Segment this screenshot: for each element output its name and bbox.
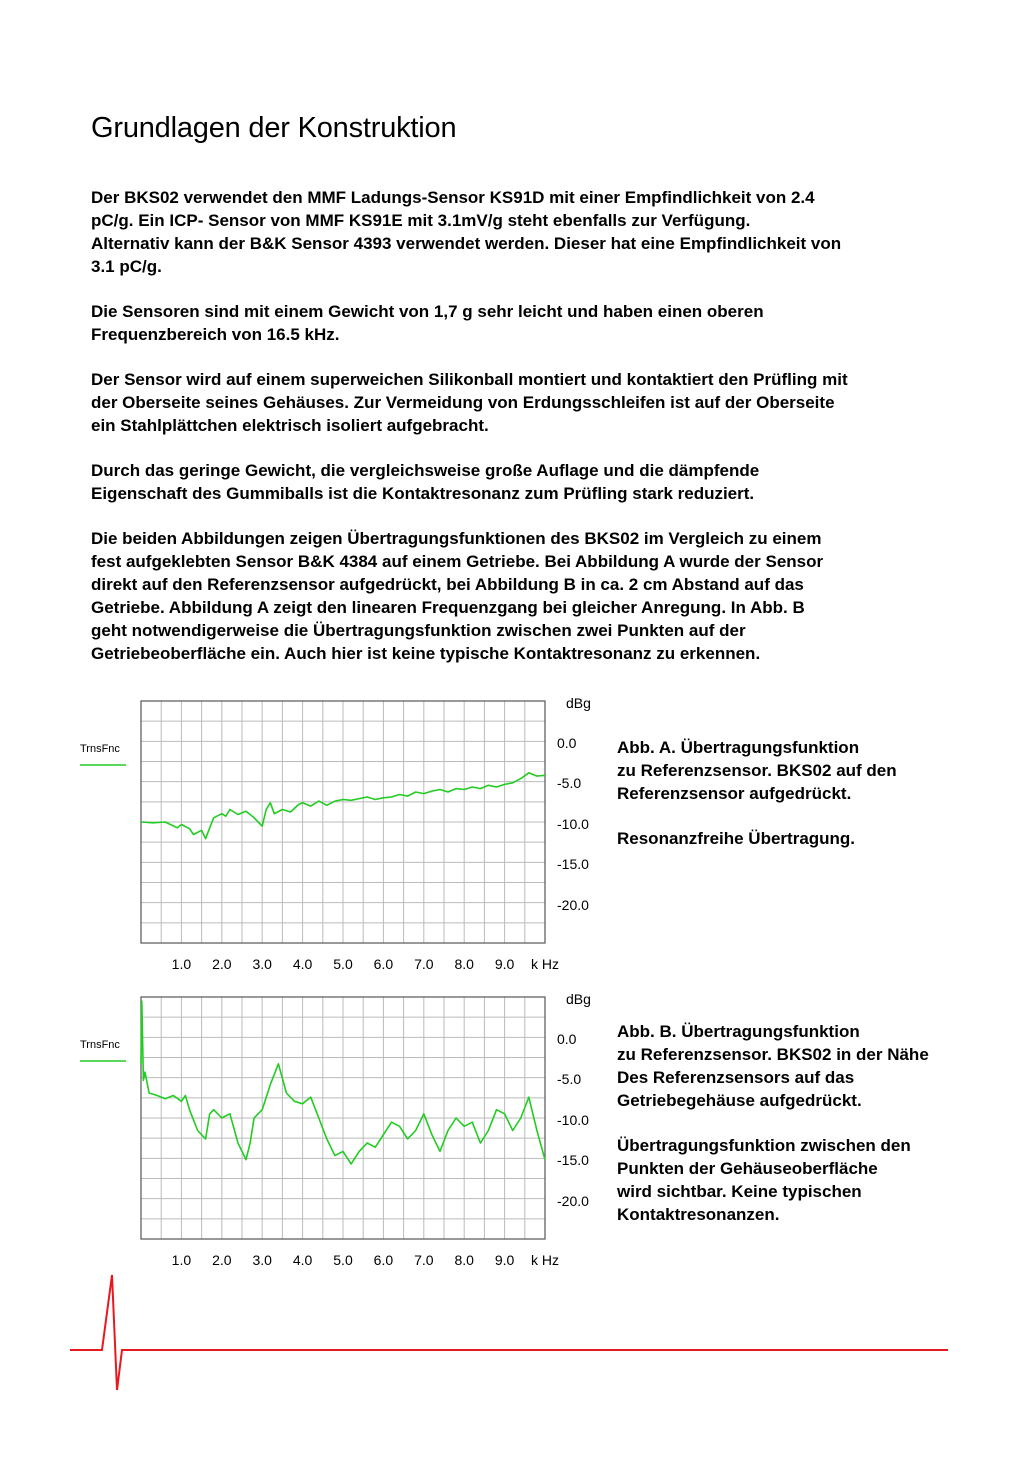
caption-b-text: Abb. B. Übertragungsfunktion zu Referenzsensor. BKS02 in der Nähe Des Referenzsensors auf das Getriebegehäuse aufgedrückt. — [617, 1022, 929, 1110]
y-tick-label: -20.0 — [557, 897, 589, 913]
y-tick-label: -15.0 — [557, 1152, 589, 1168]
y-tick-label: -10.0 — [557, 1112, 589, 1128]
x-tick-label: 2.0 — [212, 956, 232, 972]
x-tick-label: 3.0 — [252, 956, 272, 972]
paragraph: Durch das geringe Gewicht, die vergleichsweise große Auflage und die dämpfende Eigenschaft des Gummiballs ist die Kontaktresonanz zum Prüfling stark reduziert. — [91, 461, 760, 503]
y-tick-label: -5.0 — [557, 775, 582, 791]
y-unit-label: dBg — [566, 991, 591, 1007]
caption-b-note: Übertragungsfunktion zwischen den Punkten der Gehäuseoberfläche wird sichtbar. Keine typischen Kontaktresonanzen. — [617, 1136, 911, 1224]
y-tick-label: 0.0 — [557, 1031, 577, 1047]
paragraph: Die beiden Abbildungen zeigen Übertragungsfunktionen des BKS02 im Vergleich zu einem fest aufgeklebten Sensor B&K 4384 auf einem Getriebe. Bei Abbildung A wurde der Sensor direkt auf den Referenzsensor aufgedrückt, bei Abbildung B in ca. 2 cm Abstand auf das Getriebe. Abbildung A zeigt den linearen Frequenzgang bei gleicher Anregung. In Abb. B geht notwendigerweise die Übertragungsfunktion zwischen zwei Punkten auf der Getriebeoberfläche ein. Auch hier ist keine typische Kontaktresonanz zu erkennen. — [91, 529, 824, 663]
x-tick-label: 4.0 — [292, 956, 313, 972]
y-tick-label: 0.0 — [557, 735, 577, 751]
x-tick-label: 8.0 — [454, 1252, 474, 1268]
y-unit-label: dBg — [566, 695, 591, 711]
page-title: Grundlagen der Konstruktion — [91, 112, 457, 144]
paragraph: Der Sensor wird auf einem superweichen Silikonball montiert und kontaktiert den Prüfling mit der Oberseite seines Gehäuses. Zur Vermeidung von Erdungsschleifen ist auf der Oberseite ein Stahlplättchen elektrisch isoliert aufgebracht. — [91, 370, 848, 435]
y-tick-label: -10.0 — [557, 816, 589, 832]
x-tick-label: 1.0 — [171, 956, 192, 972]
x-tick-label: 5.0 — [333, 1252, 353, 1268]
x-unit-label: k Hz — [531, 1252, 559, 1268]
x-tick-label: 4.0 — [292, 1252, 313, 1268]
x-tick-label: 1.0 — [171, 1252, 192, 1268]
x-tick-label: 7.0 — [414, 1252, 434, 1268]
x-tick-label: 3.0 — [252, 1252, 272, 1268]
x-tick-label: 8.0 — [454, 956, 474, 972]
x-tick-label: 9.0 — [494, 1252, 515, 1268]
paragraph: Die Sensoren sind mit einem Gewicht von 1,7 g sehr leicht und haben einen oberen Frequenzbereich von 16.5 kHz. — [91, 302, 764, 344]
paragraph: Der BKS02 verwendet den MMF Ladungs-Sensor KS91D mit einer Empfindlichkeit von 2.4 pC/g. Ein ICP- Sensor von MMF KS91E mit 3.1mV/g steht ebenfalls zur Verfügung. Alternativ kann der B&K Sensor 4393 verwendet werden. Dieser hat eine Empfindlichkeit von 3.1 pC/g. — [91, 188, 842, 276]
y-tick-label: -20.0 — [557, 1193, 589, 1209]
x-unit-label: k Hz — [531, 956, 559, 972]
caption-a-text: Abb. A. Übertragungsfunktion zu Referenzsensor. BKS02 auf den Referenzsensor aufgedrückt. — [617, 738, 897, 803]
y-tick-label: -5.0 — [557, 1071, 582, 1087]
legend-label: TrnsFnc — [80, 743, 120, 755]
x-tick-label: 6.0 — [373, 1252, 394, 1268]
caption-a-note: Resonanzfreihe Übertragung. — [617, 829, 856, 848]
y-tick-label: -15.0 — [557, 856, 589, 872]
x-tick-label: 6.0 — [373, 956, 394, 972]
x-tick-label: 2.0 — [212, 1252, 232, 1268]
x-tick-label: 5.0 — [333, 956, 353, 972]
x-tick-label: 9.0 — [494, 956, 515, 972]
legend-label: TrnsFnc — [80, 1039, 120, 1051]
x-tick-label: 7.0 — [414, 956, 434, 972]
